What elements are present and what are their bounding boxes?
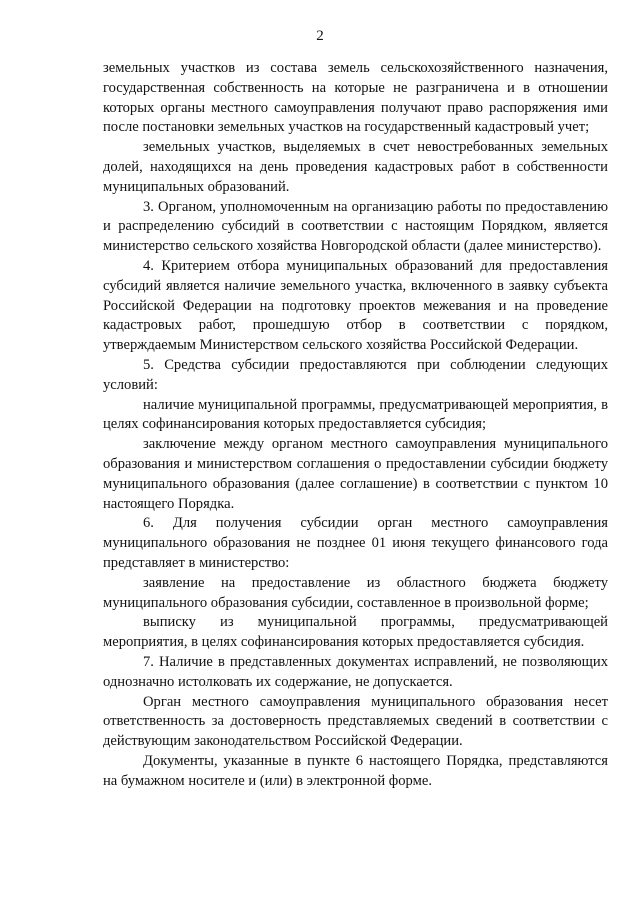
document-body [103, 59, 608, 791]
paragraph: наличие муниципальной программы, предусматривающей мероприятия, в целях софинансирования которых предоставляется субсидия; [103, 396, 608, 433]
paragraph: земельных участков из состава земель сельскохозяйственного назначения, государственная собственность на которые не разграничена и в отношении которых органы местного самоуправления получают право распоряжения ими после постановки земельных участков на государственный кадастровый учет; [103, 60, 608, 136]
paragraph: 7. Наличие в представленных документах исправлений, не позволяющих однозначно истолковать их содержание, не допускается. [103, 653, 608, 690]
paragraph: 5. Средства субсидии предоставляются при соблюдении следующих условий: [103, 356, 608, 393]
paragraph: 3. Органом, уполномоченным на организацию работы по предоставлению и распределению субсидий в соответствии с настоящим Порядком, является министерство сельского хозяйства Новгородской области (далее министерство). [103, 198, 608, 255]
page-number: 2 [316, 28, 324, 44]
paragraph: заключение между органом местного самоуправления муниципального образования и министерством соглашения о предоставлении субсидии бюджету муниципального образования (далее соглашение) в соответствии с пунктом 10 настоящего Порядка. [103, 436, 608, 512]
paragraph: 4. Критерием отбора муниципальных образований для предоставления субсидий является наличие земельного участка, включенного в заявку субъекта Российской Федерации на подготовку проектов межевания и на проведение кадастровых работ, прошедшую отбор в соответствии с порядком, утверждаемым Министерством сельского хозяйства Российской Федерации. [103, 257, 608, 354]
paragraph: выписку из муниципальной программы, предусматривающей мероприятия, в целях софинансирования которых предоставляется субсидия. [103, 614, 608, 651]
paragraph: Документы, указанные в пункте 6 настоящего Порядка, представляются на бумажном носителе и (или) в электронной форме. [103, 752, 608, 789]
paragraph: заявление на предоставление из областного бюджета бюджету муниципального образования субсидии, составленное в произвольной форме; [103, 574, 608, 611]
paragraph: 6. Для получения субсидии орган местного самоуправления муниципального образования не позднее 01 июня текущего финансового года представляет в министерство: [103, 515, 608, 571]
paragraph: Орган местного самоуправления муниципального образования несет ответственность за достоверность представляемых сведений в соответствии с действующим законодательством Российской Федерации. [103, 693, 608, 750]
paragraph: земельных участков, выделяемых в счет невостребованных земельных долей, находящихся на день проведения кадастровых работ в собственности муниципальных образований. [103, 139, 608, 195]
